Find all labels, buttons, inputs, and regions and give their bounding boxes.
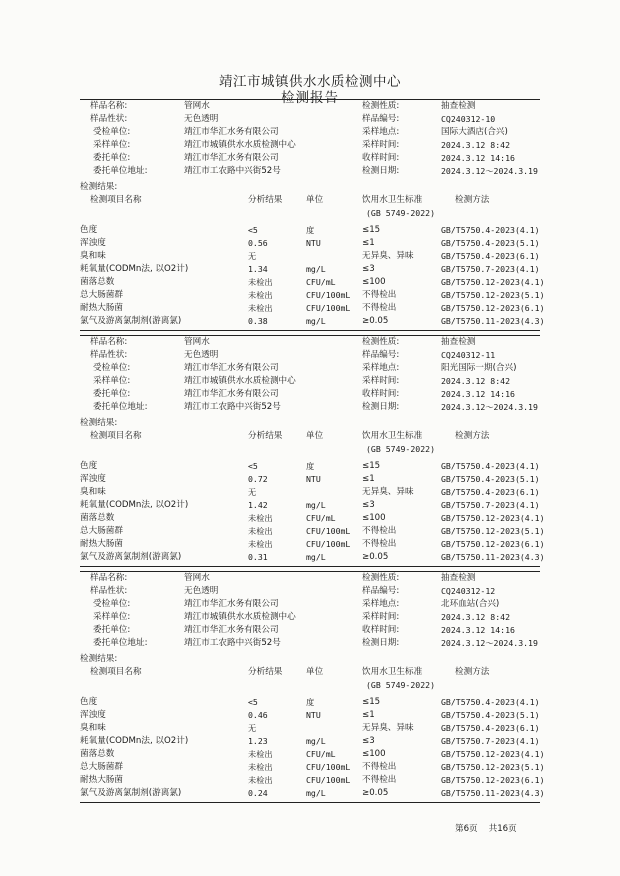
- org-title: 靖江市城镇供水水质检测中心: [219, 74, 401, 90]
- table-cell-unit: mg/L: [306, 788, 326, 798]
- value-receiving-unit: 靖江市华汇水务有限公司: [184, 599, 279, 609]
- col-header-standard-sub: (GB 5749-2022): [366, 680, 436, 690]
- table-cell-method: GB/T5750.7-2023(4.1): [441, 264, 540, 274]
- table-cell-method: GB/T5750.4-2023(6.1): [441, 723, 540, 733]
- table-cell-standard: 不得检出: [362, 526, 397, 536]
- value-client-unit: 靖江市华汇水务有限公司: [184, 625, 279, 635]
- label-receiving-unit: 受检单位:: [93, 127, 131, 137]
- rule-line: [80, 566, 540, 567]
- label-receive-time: 收样时间:: [362, 153, 400, 163]
- table-cell-item: 氯气及游离氯制剂(游离氯): [80, 552, 182, 562]
- label-sample-no: 样品编号:: [362, 586, 400, 596]
- table-cell-result: 0.72: [248, 474, 268, 484]
- table-cell-method: GB/T5750.7-2023(4.1): [441, 736, 540, 746]
- value-sampling-unit: 靖江市城镇供水水质检测中心: [184, 376, 296, 386]
- table-cell-method: GB/T5750.4-2023(6.1): [441, 251, 540, 261]
- label-client-address: 委托单位地址:: [93, 402, 148, 412]
- table-cell-unit: CFU/100mL: [306, 290, 351, 300]
- table-cell-standard: ≤3: [362, 736, 375, 746]
- table-cell-item: 菌落总数: [80, 277, 115, 287]
- table-cell-unit: mg/L: [306, 552, 326, 562]
- table-cell-result: 未检出: [248, 290, 273, 300]
- label-sampling-unit: 采样单位:: [93, 376, 131, 386]
- table-cell-standard: 不得检出: [362, 303, 397, 313]
- table-cell-unit: CFU/100mL: [306, 303, 351, 313]
- table-cell-result: 未检出: [248, 539, 273, 549]
- label-sample-traits: 样品性状:: [90, 114, 128, 124]
- table-cell-method: GB/T5750.12-2023(6.1): [441, 303, 545, 313]
- table-cell-item: 耗氧量(CODMn法, 以O2计): [80, 264, 189, 274]
- label-test-nature: 检测性质:: [362, 337, 400, 347]
- value-sample-name: 管网水: [184, 337, 210, 347]
- table-cell-standard: 不得检出: [362, 290, 397, 300]
- table-cell-result: 0.38: [248, 316, 268, 326]
- table-cell-method: GB/T5750.11-2023(4.3): [441, 316, 545, 326]
- table-cell-result: 未检出: [248, 277, 273, 287]
- label-test-date: 检测日期:: [362, 402, 400, 412]
- label-receiving-unit: 受检单位:: [93, 599, 131, 609]
- value-sampling-time: 2024.3.12 8:42: [441, 140, 511, 150]
- table-cell-result: 未检出: [248, 526, 273, 536]
- label-client-address: 委托单位地址:: [93, 638, 148, 648]
- table-cell-method: GB/T5750.12-2023(6.1): [441, 775, 545, 785]
- label-receive-time: 收样时间:: [362, 389, 400, 399]
- label-receiving-unit: 受检单位:: [93, 363, 131, 373]
- table-cell-result: <5: [248, 461, 258, 471]
- table-cell-unit: NTU: [306, 474, 321, 484]
- col-header-item: 检测项目名称: [90, 667, 142, 677]
- table-cell-item: 总大肠菌群: [80, 290, 123, 300]
- col-header-standard: 饮用水卫生标准: [362, 431, 423, 441]
- value-sampling-unit: 靖江市城镇供水水质检测中心: [184, 140, 296, 150]
- table-cell-standard: ≤100: [362, 749, 386, 759]
- table-cell-result: 0.31: [248, 552, 268, 562]
- table-cell-unit: CFU/mL: [306, 513, 336, 523]
- label-sampling-site: 采样地点:: [362, 127, 400, 137]
- table-cell-item: 耐热大肠菌: [80, 303, 123, 313]
- label-client-address: 委托单位地址:: [93, 166, 148, 176]
- page-footer: [455, 822, 517, 834]
- table-cell-result: 无: [248, 487, 257, 497]
- table-cell-item: 氯气及游离氯制剂(游离氯): [80, 788, 182, 798]
- table-cell-result: 0.56: [248, 238, 268, 248]
- table-cell-item: 耐热大肠菌: [80, 775, 123, 785]
- col-header-method: 检测方法: [455, 195, 490, 205]
- value-receive-time: 2024.3.12 14:16: [441, 153, 515, 163]
- table-cell-standard: ≥0.05: [362, 552, 389, 562]
- table-cell-standard: ≤100: [362, 277, 386, 287]
- rule-line: [80, 571, 540, 572]
- table-cell-method: GB/T5750.7-2023(4.1): [441, 500, 540, 510]
- value-sample-traits: 无色透明: [184, 586, 219, 596]
- page-number: 第6页: [455, 824, 478, 834]
- table-cell-result: 1.23: [248, 736, 268, 746]
- table-cell-standard: ≤15: [362, 697, 381, 707]
- page-total: 共16页: [488, 824, 517, 834]
- value-receiving-unit: 靖江市华汇水务有限公司: [184, 127, 279, 137]
- table-cell-method: GB/T5750.4-2023(5.1): [441, 238, 540, 248]
- col-header-result: 分析结果: [248, 431, 283, 441]
- label-sample-no: 样品编号:: [362, 114, 400, 124]
- table-cell-item: 色度: [80, 225, 98, 235]
- table-cell-result: 0.24: [248, 788, 268, 798]
- table-cell-item: 臭和味: [80, 251, 106, 261]
- table-cell-unit: 度: [306, 697, 315, 707]
- table-cell-standard: ≤3: [362, 264, 375, 274]
- table-cell-item: 总大肠菌群: [80, 762, 123, 772]
- table-cell-result: 无: [248, 723, 257, 733]
- label-test-nature: 检测性质:: [362, 573, 400, 583]
- table-cell-item: 耗氧量(CODMn法, 以O2计): [80, 736, 189, 746]
- col-header-standard: 饮用水卫生标准: [362, 667, 423, 677]
- rule-line: [80, 335, 540, 336]
- table-cell-item: 耗氧量(CODMn法, 以O2计): [80, 500, 189, 510]
- table-cell-method: GB/T5750.4-2023(5.1): [441, 710, 540, 720]
- value-sampling-site: 阳光国际一期(合兴): [441, 363, 517, 373]
- value-sampling-time: 2024.3.12 8:42: [441, 612, 511, 622]
- table-cell-standard: ≤1: [362, 238, 375, 248]
- table-cell-result: <5: [248, 697, 258, 707]
- table-cell-item: 耐热大肠菌: [80, 539, 123, 549]
- value-sampling-unit: 靖江市城镇供水水质检测中心: [184, 612, 296, 622]
- table-cell-item: 臭和味: [80, 487, 106, 497]
- table-cell-standard: ≤100: [362, 513, 386, 523]
- value-sampling-time: 2024.3.12 8:42: [441, 376, 511, 386]
- value-sample-name: 管网水: [184, 101, 210, 111]
- table-cell-method: GB/T5750.11-2023(4.3): [441, 552, 545, 562]
- value-client-address: 靖江市工农路中兴街52号: [184, 402, 281, 412]
- rule-line: [80, 99, 540, 100]
- table-cell-item: 氯气及游离氯制剂(游离氯): [80, 316, 182, 326]
- table-cell-method: GB/T5750.12-2023(4.1): [441, 513, 545, 523]
- col-header-unit: 单位: [306, 431, 324, 441]
- table-cell-method: GB/T5750.4-2023(4.1): [441, 461, 540, 471]
- table-cell-standard: ≤15: [362, 461, 381, 471]
- table-cell-result: 0.46: [248, 710, 268, 720]
- table-cell-item: 浑浊度: [80, 238, 106, 248]
- table-cell-item: 菌落总数: [80, 749, 115, 759]
- report-title: 检测报告: [281, 90, 339, 106]
- table-cell-method: GB/T5750.4-2023(4.1): [441, 697, 540, 707]
- value-receiving-unit: 靖江市华汇水务有限公司: [184, 363, 279, 373]
- value-sample-traits: 无色透明: [184, 350, 219, 360]
- table-cell-method: GB/T5750.12-2023(5.1): [441, 526, 545, 536]
- value-client-address: 靖江市工农路中兴街52号: [184, 166, 281, 176]
- label-client-unit: 委托单位:: [93, 153, 131, 163]
- table-cell-unit: CFU/mL: [306, 277, 336, 287]
- label-sample-traits: 样品性状:: [90, 350, 128, 360]
- table-cell-unit: mg/L: [306, 736, 326, 746]
- table-cell-result: 1.34: [248, 264, 268, 274]
- table-cell-result: <5: [248, 225, 258, 235]
- table-cell-result: 未检出: [248, 513, 273, 523]
- table-cell-unit: CFU/100mL: [306, 775, 351, 785]
- table-cell-result: 1.42: [248, 500, 268, 510]
- value-sampling-site: 北环血站(合兴): [441, 599, 500, 609]
- table-cell-standard: ≤1: [362, 474, 375, 484]
- col-header-item: 检测项目名称: [90, 195, 142, 205]
- label-sample-traits: 样品性状:: [90, 586, 128, 596]
- col-header-standard: 饮用水卫生标准: [362, 195, 423, 205]
- table-cell-standard: ≤15: [362, 225, 381, 235]
- value-client-address: 靖江市工农路中兴街52号: [184, 638, 281, 648]
- table-cell-unit: mg/L: [306, 500, 326, 510]
- value-sample-no: CQ240312-10: [441, 114, 496, 124]
- table-cell-unit: CFU/100mL: [306, 539, 351, 549]
- label-sample-name: 样品名称:: [90, 337, 128, 347]
- table-cell-item: 色度: [80, 461, 98, 471]
- table-cell-standard: ≥0.05: [362, 316, 389, 326]
- value-client-unit: 靖江市华汇水务有限公司: [184, 389, 279, 399]
- value-test-nature: 抽查检测: [441, 101, 476, 111]
- table-cell-method: GB/T5750.12-2023(4.1): [441, 277, 545, 287]
- table-cell-unit: 度: [306, 225, 315, 235]
- table-cell-standard: ≥0.05: [362, 788, 389, 798]
- label-sampling-time: 采样时间:: [362, 612, 400, 622]
- label-sampling-time: 采样时间:: [362, 376, 400, 386]
- col-header-unit: 单位: [306, 195, 324, 205]
- label-client-unit: 委托单位:: [93, 625, 131, 635]
- col-header-method: 检测方法: [455, 667, 490, 677]
- label-sample-no: 样品编号:: [362, 350, 400, 360]
- value-sample-no: CQ240312-11: [441, 350, 496, 360]
- value-sampling-site: 国际大酒店(合兴): [441, 127, 508, 137]
- label-client-unit: 委托单位:: [93, 389, 131, 399]
- col-header-result: 分析结果: [248, 667, 283, 677]
- value-sample-name: 管网水: [184, 573, 210, 583]
- col-header-unit: 单位: [306, 667, 324, 677]
- value-receive-time: 2024.3.12 14:16: [441, 389, 515, 399]
- table-cell-method: GB/T5750.12-2023(6.1): [441, 539, 545, 549]
- results-heading: 检测结果:: [80, 182, 118, 192]
- table-cell-method: GB/T5750.12-2023(5.1): [441, 762, 545, 772]
- col-header-standard-sub: (GB 5749-2022): [366, 208, 436, 218]
- label-sampling-unit: 采样单位:: [93, 612, 131, 622]
- table-cell-method: GB/T5750.4-2023(6.1): [441, 487, 540, 497]
- table-cell-method: GB/T5750.11-2023(4.3): [441, 788, 545, 798]
- value-test-nature: 抽查检测: [441, 573, 476, 583]
- table-cell-result: 未检出: [248, 749, 273, 759]
- table-cell-method: GB/T5750.12-2023(4.1): [441, 749, 545, 759]
- value-test-date: 2024.3.12～2024.3.19: [441, 166, 538, 176]
- value-test-nature: 抽查检测: [441, 337, 476, 347]
- rule-line: [80, 330, 540, 331]
- table-cell-standard: 不得检出: [362, 539, 397, 549]
- label-sampling-site: 采样地点:: [362, 363, 400, 373]
- label-sampling-time: 采样时间:: [362, 140, 400, 150]
- table-cell-standard: 不得检出: [362, 775, 397, 785]
- table-cell-unit: mg/L: [306, 264, 326, 274]
- table-cell-standard: ≤3: [362, 500, 375, 510]
- table-cell-item: 菌落总数: [80, 513, 115, 523]
- table-cell-standard: 无异臭、异味: [362, 487, 414, 497]
- table-cell-unit: mg/L: [306, 316, 326, 326]
- table-cell-unit: 度: [306, 461, 315, 471]
- value-client-unit: 靖江市华汇水务有限公司: [184, 153, 279, 163]
- col-header-result: 分析结果: [248, 195, 283, 205]
- table-cell-unit: NTU: [306, 238, 321, 248]
- rule-line: [80, 802, 540, 803]
- table-cell-standard: ≤1: [362, 710, 375, 720]
- label-sampling-unit: 采样单位:: [93, 140, 131, 150]
- table-cell-result: 未检出: [248, 775, 273, 785]
- results-heading: 检测结果:: [80, 654, 118, 664]
- table-cell-result: 无: [248, 251, 257, 261]
- value-sample-no: CQ240312-12: [441, 586, 496, 596]
- table-cell-item: 臭和味: [80, 723, 106, 733]
- value-test-date: 2024.3.12～2024.3.19: [441, 638, 538, 648]
- col-header-standard-sub: (GB 5749-2022): [366, 444, 436, 454]
- label-sampling-site: 采样地点:: [362, 599, 400, 609]
- table-cell-result: 未检出: [248, 762, 273, 772]
- table-cell-method: GB/T5750.4-2023(5.1): [441, 474, 540, 484]
- table-cell-item: 色度: [80, 697, 98, 707]
- label-test-date: 检测日期:: [362, 638, 400, 648]
- col-header-item: 检测项目名称: [90, 431, 142, 441]
- table-cell-result: 未检出: [248, 303, 273, 313]
- value-test-date: 2024.3.12～2024.3.19: [441, 402, 538, 412]
- table-cell-unit: CFU/100mL: [306, 762, 351, 772]
- label-test-date: 检测日期:: [362, 166, 400, 176]
- value-sample-traits: 无色透明: [184, 114, 219, 124]
- label-sample-name: 样品名称:: [90, 573, 128, 583]
- label-sample-name: 样品名称:: [90, 101, 128, 111]
- label-receive-time: 收样时间:: [362, 625, 400, 635]
- table-cell-standard: 无异臭、异味: [362, 723, 414, 733]
- col-header-method: 检测方法: [455, 431, 490, 441]
- table-cell-item: 总大肠菌群: [80, 526, 123, 536]
- value-receive-time: 2024.3.12 14:16: [441, 625, 515, 635]
- table-cell-standard: 无异臭、异味: [362, 251, 414, 261]
- table-cell-method: GB/T5750.4-2023(4.1): [441, 225, 540, 235]
- table-cell-unit: CFU/100mL: [306, 526, 351, 536]
- table-cell-unit: CFU/mL: [306, 749, 336, 759]
- table-cell-item: 浑浊度: [80, 710, 106, 720]
- label-test-nature: 检测性质:: [362, 101, 400, 111]
- table-cell-unit: NTU: [306, 710, 321, 720]
- results-heading: 检测结果:: [80, 418, 118, 428]
- table-cell-standard: 不得检出: [362, 762, 397, 772]
- table-cell-item: 浑浊度: [80, 474, 106, 484]
- table-cell-method: GB/T5750.12-2023(5.1): [441, 290, 545, 300]
